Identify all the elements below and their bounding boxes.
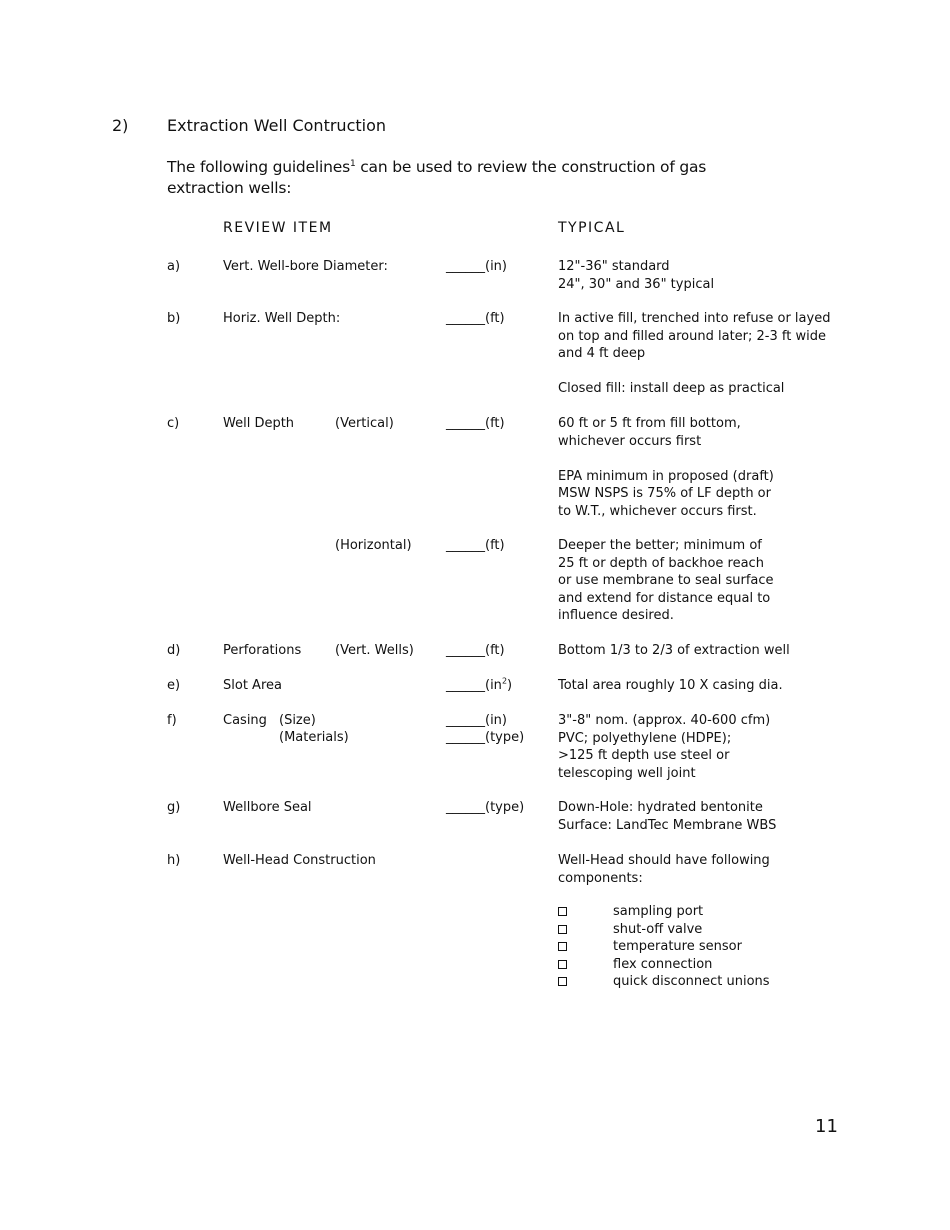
header-typical: TYPICAL bbox=[558, 220, 626, 236]
row-letter: e) bbox=[167, 678, 181, 693]
intro-text-rest: can be used to review the construction of gas extraction wells: bbox=[167, 158, 707, 197]
blank-field-close: ) bbox=[507, 678, 513, 693]
checklist-item bbox=[558, 956, 770, 974]
checkbox-icon bbox=[558, 960, 567, 969]
intro-paragraph bbox=[167, 157, 767, 199]
review-item: Horiz. Well Depth: bbox=[223, 311, 341, 326]
checklist-label: quick disconnect unions bbox=[613, 974, 770, 989]
blank-field: ______(ft) bbox=[446, 538, 505, 553]
footnote-ref: 1 bbox=[349, 158, 356, 169]
row-letter: c) bbox=[167, 416, 180, 431]
header-review-item: REVIEW ITEM bbox=[223, 220, 333, 236]
checklist-item bbox=[558, 903, 770, 921]
checklist-label: shut-off valve bbox=[613, 921, 703, 937]
row-letter: g) bbox=[167, 800, 181, 815]
typical-text: 12"-36" standard 24", 30" and 36" typical bbox=[558, 259, 715, 292]
blank-field: ______(ft) bbox=[446, 416, 505, 431]
checklist-item bbox=[558, 938, 770, 956]
row-letter: h) bbox=[167, 853, 181, 868]
typical-text: 60 ft or 5 ft from fill bottom, whichever occurs first EPA minimum in proposed (draft) MSW NSPS is 75% of LF depth or to W.T., whichever occurs first. bbox=[558, 416, 774, 519]
checkbox-icon bbox=[558, 925, 567, 934]
component-checklist bbox=[558, 903, 770, 991]
typical-text: 3"-8" nom. (approx. 40-600 cfm) PVC; polyethylene (HDPE); >125 ft depth use steel or telescoping well joint bbox=[558, 713, 771, 781]
typical-text: Deeper the better; minimum of 25 ft or depth of backhoe reach or use membrane to seal surface and extend for distance equal to influence desired. bbox=[558, 538, 774, 623]
typical-text: Down-Hole: hydrated bentonite Surface: LandTec Membrane WBS bbox=[558, 800, 777, 833]
sub-item: (Vert. Wells) bbox=[335, 643, 414, 658]
squared-sup: 2 bbox=[501, 676, 508, 686]
checkbox-icon bbox=[558, 942, 567, 951]
review-item: Wellbore Seal bbox=[223, 800, 312, 815]
review-item: Well-Head Construction bbox=[223, 853, 376, 868]
blank-field: ______(in) bbox=[446, 259, 507, 274]
checkbox-icon bbox=[558, 977, 567, 986]
blank-field: ______(ft) bbox=[446, 643, 505, 658]
row-letter: d) bbox=[167, 643, 181, 658]
row-letter: b) bbox=[167, 311, 181, 326]
checklist-label: flex connection bbox=[613, 956, 713, 972]
checklist-label: temperature sensor bbox=[613, 939, 742, 954]
blank-field: ______(ft) bbox=[446, 311, 505, 326]
checkbox-icon bbox=[558, 907, 567, 916]
checklist-label: sampling port bbox=[613, 904, 704, 919]
blank-field: ______(type) bbox=[446, 730, 525, 745]
review-item: Well Depth bbox=[223, 416, 295, 431]
sub-item: (Size) bbox=[279, 713, 316, 728]
intro-text: The following guidelines bbox=[167, 158, 350, 176]
typical-text: Well-Head should have following components: bbox=[558, 853, 770, 886]
blank-field-text: ______(in bbox=[446, 678, 502, 693]
review-item: Slot Area bbox=[223, 678, 282, 693]
row-letter: a) bbox=[167, 259, 181, 274]
blank-field bbox=[446, 677, 512, 695]
page-number: 11 bbox=[815, 1116, 838, 1137]
section-number: 2) bbox=[112, 116, 129, 135]
typical-text: Bottom 1/3 to 2/3 of extraction well bbox=[558, 643, 790, 658]
blank-field: ______(in) bbox=[446, 713, 507, 728]
row-letter: f) bbox=[167, 713, 177, 728]
review-item: Vert. Well-bore Diameter: bbox=[223, 259, 388, 274]
typical-text: In active fill, trenched into refuse or layed on top and filled around later; 2-3 ft wide and 4 ft deep Closed fill: install deep as practical bbox=[558, 311, 831, 396]
review-item: Casing bbox=[223, 713, 267, 728]
sub-item: (Vertical) bbox=[335, 416, 394, 431]
section-title: Extraction Well Contruction bbox=[167, 116, 387, 135]
sub-item: (Horizontal) bbox=[335, 538, 412, 553]
checklist-item bbox=[558, 973, 770, 991]
review-item: Perforations bbox=[223, 643, 302, 658]
typical-text: Total area roughly 10 X casing dia. bbox=[558, 678, 783, 693]
sub-item: (Materials) bbox=[279, 730, 349, 745]
checklist-item bbox=[558, 921, 770, 939]
blank-field: ______(type) bbox=[446, 800, 525, 815]
